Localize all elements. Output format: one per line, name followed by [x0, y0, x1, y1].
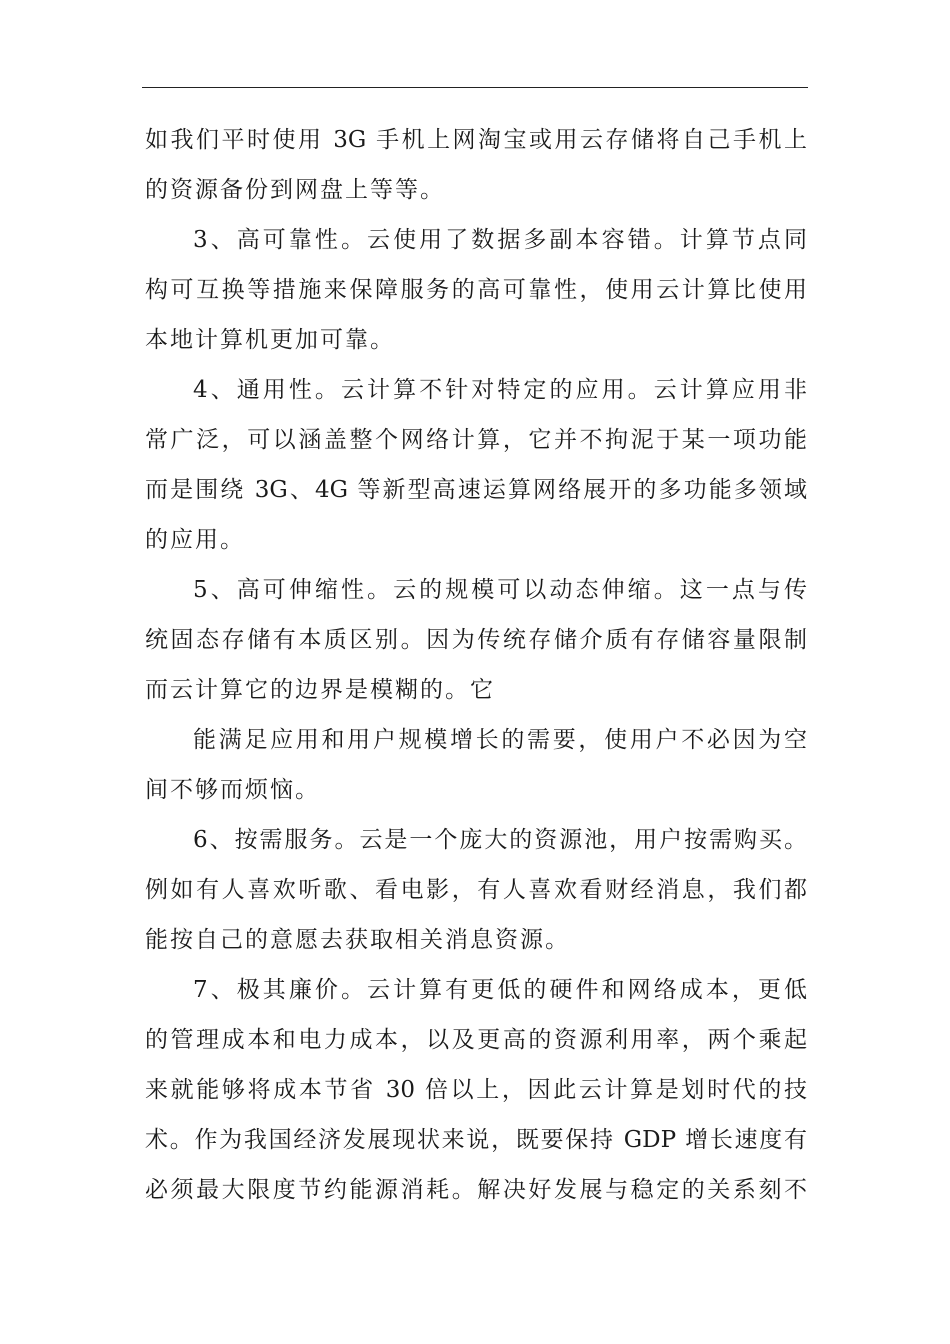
text-line-14: 间不够而烦恼。 — [145, 777, 320, 803]
text-line-5: 本地计算机更加可靠。 — [145, 327, 395, 353]
text-line-3: 3、高可靠性。云使用了数据多副本容错。计算节点同 — [193, 227, 807, 253]
text-line-6: 4、通用性。云计算不针对特定的应用。云计算应用非 — [193, 377, 807, 403]
text-line-16: 例如有人喜欢听歌、看电影，有人喜欢看财经消息，我们都 — [145, 877, 807, 903]
header-rule — [142, 87, 808, 88]
text-line-19: 的管理成本和电力成本，以及更高的资源利用率，两个乘起 — [145, 1027, 807, 1053]
text-line-18: 7、极其廉价。云计算有更低的硬件和网络成本，更低 — [193, 977, 807, 1003]
text-line-20: 来就能够将成本节省 30 倍以上，因此云计算是划时代的技 — [145, 1077, 807, 1103]
text-line-10: 5、高可伸缩性。云的规模可以动态伸缩。这一点与传 — [193, 577, 807, 603]
text-line-12: 而云计算它的边界是模糊的。它 — [145, 677, 495, 703]
text-line-15: 6、按需服务。云是一个庞大的资源池，用户按需购买。 — [193, 827, 807, 853]
text-line-7: 常广泛，可以涵盖整个网络计算，它并不拘泥于某一项功能 — [145, 427, 807, 453]
text-line-2: 的资源备份到网盘上等等。 — [145, 177, 445, 203]
text-line-9: 的应用。 — [145, 527, 245, 553]
text-line-1: 如我们平时使用 3G 手机上网淘宝或用云存储将自己手机上 — [145, 127, 807, 153]
text-line-17: 能按自己的意愿去获取相关消息资源。 — [145, 927, 570, 953]
text-line-21: 术。作为我国经济发展现状来说，既要保持 GDP 增长速度有 — [145, 1127, 807, 1153]
text-line-11: 统固态存储有本质区别。因为传统存储介质有存储容量限制 — [145, 627, 807, 653]
text-line-22: 必须最大限度节约能源消耗。解决好发展与稳定的关系刻不 — [145, 1177, 807, 1203]
text-line-13: 能满足应用和用户规模增长的需要，使用户不必因为空 — [193, 727, 807, 753]
text-line-4: 构可互换等措施来保障服务的高可靠性，使用云计算比使用 — [145, 277, 807, 303]
text-line-8: 而是围绕 3G、4G 等新型高速运算网络展开的多功能多领域 — [145, 477, 807, 503]
